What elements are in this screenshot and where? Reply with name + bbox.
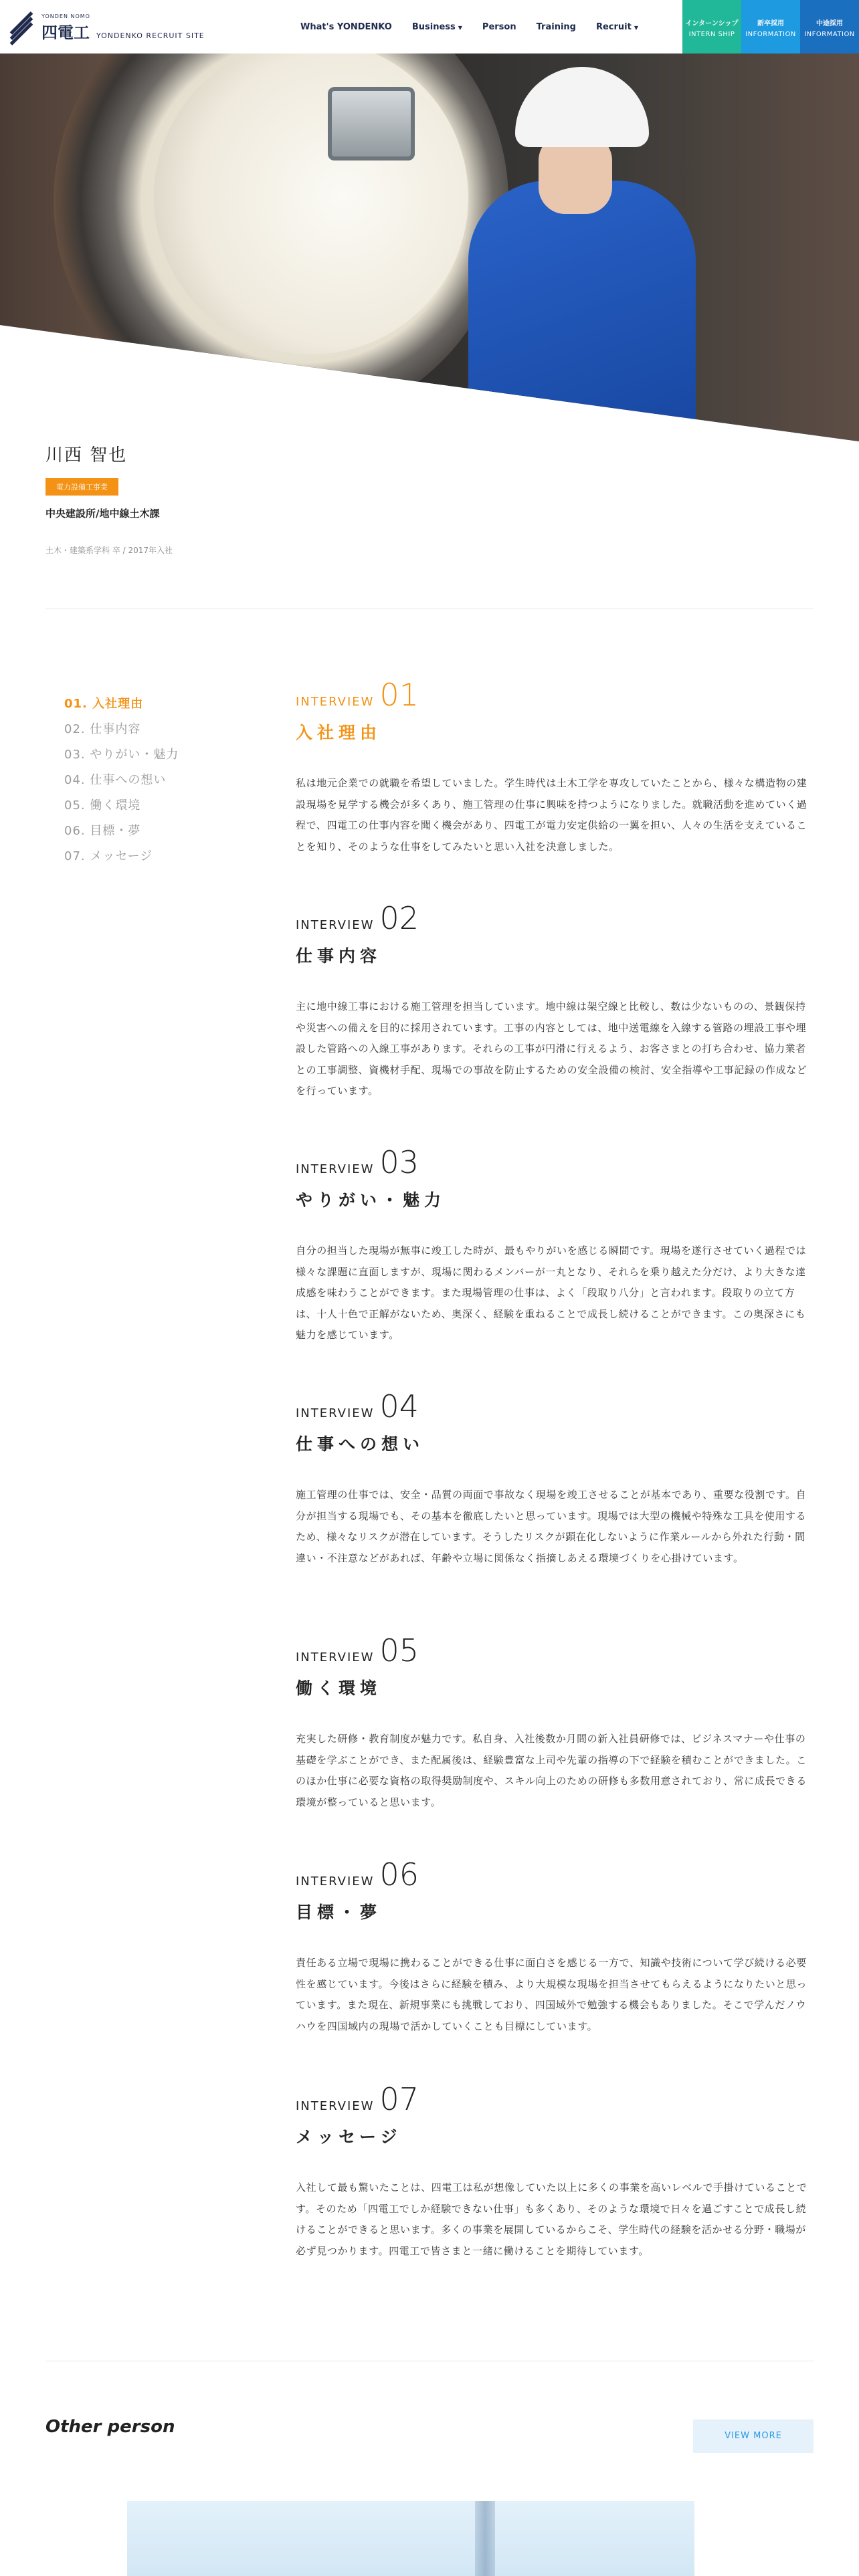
section-label: INTERVIEW <box>296 918 375 932</box>
mid-career-button[interactable]: 中途採用 INFORMATION <box>800 0 859 53</box>
section-label: INTERVIEW <box>296 1162 375 1176</box>
interview-section-06 <box>296 1856 814 2037</box>
nav-recruit[interactable]: Recruit ▼ <box>595 21 638 32</box>
section-body: 自分の担当した現場が無事に竣工した時が、最もやりがいを感じる瞬間です。現場を遂行させていく過程では様々な課題に直面しますが、現場に関わるメンバーが一丸となり、それらを乗り越えた分だけ、より大きな達成感を味わうことができます。また現場管理の仕事は、よく「段取り八分」と言われます。段取りの立て方は、十人十色で正解がないため、奥深く、経験を重ねることで成長し続けることができます。この奥深さにも魅力を感じています。 <box>296 1245 807 1341</box>
section-number: 04 <box>379 1388 419 1424</box>
toc-item-03[interactable]: 03. やりがい・魅力 <box>64 748 179 762</box>
new-graduate-button[interactable]: 新卒採用 INFORMATION <box>741 0 800 53</box>
tower-illustration <box>475 2501 495 2576</box>
section-title: やりがい・魅力 <box>296 1190 446 1210</box>
worker-illustration <box>468 67 696 441</box>
nav-person[interactable]: Person <box>482 21 516 32</box>
logo-mark-icon <box>9 16 33 40</box>
interview-section-03 <box>296 1144 814 1346</box>
profile <box>45 441 815 556</box>
toc-item-01[interactable]: 01. 入社理由 <box>64 697 144 711</box>
school-year: 土木・建築系学科 卒 / 2017年入社 <box>45 546 173 555</box>
section-title: 仕事内容 <box>296 946 382 966</box>
section-body: 責任ある立場で現場に携わることができる仕事に面白さを感じる一方で、知識や技術について学び続ける必要性を感じています。今後はさらに経験を積み、より大規模な現場を担当させてもらえるようになりたいと思っています。また現在、新規事業にも挑戦しており、四国域外で勉強する機会もありました。そこで学んだノウハウを四国域内の現場で活かしていくことも目標にしています。 <box>296 1957 807 2032</box>
interview-section-05 <box>296 1632 814 1813</box>
section-number: 05 <box>379 1632 419 1669</box>
hero-image <box>0 53 859 441</box>
section-title: メッセージ <box>296 2127 402 2147</box>
other-person-heading: Other person <box>45 2417 175 2437</box>
interview-index <box>64 694 179 872</box>
other-person-card-image[interactable] <box>127 2501 694 2576</box>
section-title: 仕事への想い <box>296 1434 425 1454</box>
person-name: 川西 智也 <box>45 445 128 465</box>
interview-section-04 <box>296 1388 814 1569</box>
section-label: INTERVIEW <box>296 695 375 709</box>
toc-item-02[interactable]: 02. 仕事内容 <box>64 722 141 736</box>
chevron-down-icon: ▼ <box>458 24 462 31</box>
section-number: 06 <box>379 1856 419 1893</box>
section-body: 施工管理の仕事では、安全・品質の両面で事故なく現場を竣工させることが基本であり、重要な役割です。自分が担当する現場でも、その基本を徹底したいと思っています。現場では大型の機械や特殊な工具を使用するため、様々なリスクが潜在しています。そうしたリスクが顕在化しないように作業ルールから外れた行動・間違い・不注意などがあれば、年齢や立場に関係なく指摘しあえる環境づくりを心掛けています。 <box>296 1489 807 1564</box>
section-body: 主に地中線工事における施工管理を担当しています。地中線は架空線と比較し、数は少ないものの、景観保持や災害への備えを目的に採用されています。工事の内容としては、地中送電線を入線する管路の埋設工事や埋設した管路への入線工事があります。それらの工事が円滑に行えるよう、お客さまとの打ち合わせ、協力業者との工事調整、資機材手配、現場での事故を防止するための安全設備の検討、安全指導や工事記録の作成などを行っています。 <box>296 1000 807 1097</box>
toc-item-05[interactable]: 05. 働く環境 <box>64 798 141 813</box>
business-badge: 電力設備工事業 <box>45 478 118 496</box>
site-logo[interactable] <box>9 13 205 43</box>
section-title: 入社理由 <box>296 723 382 742</box>
toc-item-04[interactable]: 04. 仕事への想い <box>64 773 167 787</box>
internship-button[interactable]: インターンシップ INTERN SHIP <box>682 0 741 53</box>
section-label: INTERVIEW <box>296 1406 375 1420</box>
nav-business[interactable]: Business ▼ <box>411 21 462 32</box>
chevron-down-icon: ▼ <box>634 24 638 31</box>
interview-section-02 <box>296 900 814 1102</box>
logo-kanji: 四電工 <box>41 23 90 42</box>
section-label: INTERVIEW <box>296 2099 375 2113</box>
section-body: 充実した研修・教育制度が魅力です。私自身、入社後数か月間の新入社員研修では、ビジネスマナーや仕事の基礎を学ぶことができ、また配属後は、経験豊富な上司や先輩の指導の下で経験を積むことができました。このほか仕事に必要な資格の取得奨励制度や、スキル向上のための研修も多数用意されており、常に成長できる環境が整っていると思います。 <box>296 1733 807 1808</box>
main-nav <box>300 0 638 53</box>
department: 中央建設所/地中線土木課 <box>45 508 160 520</box>
section-label: INTERVIEW <box>296 1650 375 1665</box>
section-title: 働く環境 <box>296 1679 382 1698</box>
section-body: 入社して最も驚いたことは、四電工は私が想像していた以上に多くの事業を高いレベルで手掛けていることです。そのため「四電工でしか経験できない仕事」も多くあり、そのような環境で日々を過ごすことで成長し続けることができると思います。多くの事業を展開しているからこそ、学生時代の経験を活かせる分野・職場が必ず見つかります。四電工で皆さまと一緒に働けることを期待しています。 <box>296 2181 807 2257</box>
section-body: 私は地元企業での就職を希望していました。学生時代は土木工学を専攻していたことから、様々な構造物の建設現場を見学する機会が多くあり、施工管理の仕事に興味を持つようになりました。就職活動を進めていく過程で、四電工の仕事内容を聞く機会があり、四電工が電力安定供給の一翼を担い、人々の生活を支えていることを知り、そのような仕事をしてみたいと思い入社を決意しました。 <box>296 777 807 853</box>
device-illustration <box>328 87 415 160</box>
section-number: 02 <box>379 900 419 936</box>
section-number: 01 <box>379 677 419 713</box>
nav-training[interactable]: Training <box>536 21 576 32</box>
section-number: 07 <box>379 2081 419 2117</box>
interview-section-01 <box>296 679 814 857</box>
section-title: 目標・夢 <box>296 1903 382 1922</box>
nav-whats-yondenko[interactable]: What's YONDENKO <box>300 21 392 32</box>
logo-site-name: YONDENKO RECRUIT SITE <box>96 31 205 40</box>
logo-small-text: YONDEN NOMO <box>41 13 90 19</box>
site-header <box>0 0 859 53</box>
interview-section-07 <box>296 2081 814 2262</box>
section-number: 03 <box>379 1144 419 1180</box>
toc-item-06[interactable]: 06. 目標・夢 <box>64 824 141 838</box>
section-label: INTERVIEW <box>296 1874 375 1889</box>
view-more-button[interactable]: VIEW MORE <box>693 2420 814 2453</box>
toc-item-07[interactable]: 07. メッセージ <box>64 849 153 863</box>
